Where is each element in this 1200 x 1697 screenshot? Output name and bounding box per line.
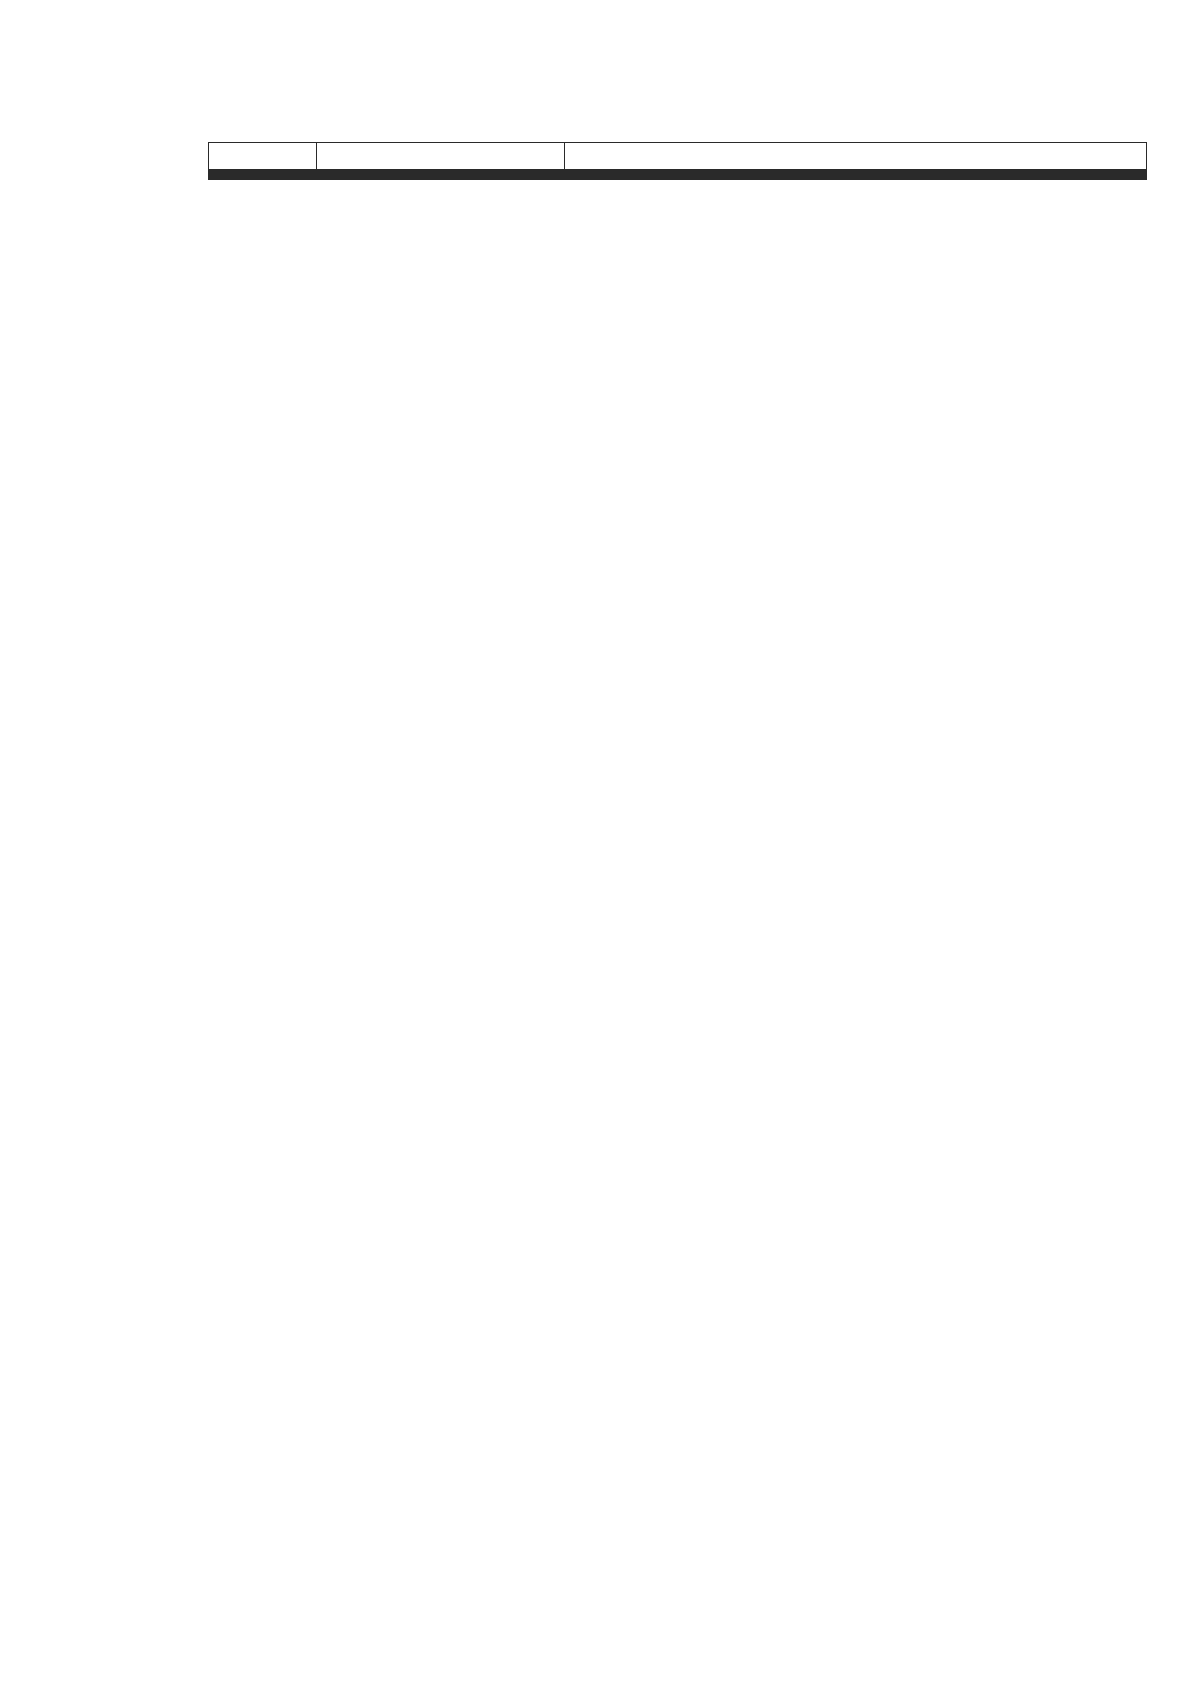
header-col-2	[317, 143, 565, 170]
row-description	[565, 179, 1147, 180]
table-header-row	[209, 143, 1147, 170]
revenue-codes-table	[208, 142, 1147, 180]
header-col-1	[209, 143, 317, 170]
row-revenue-code	[317, 179, 565, 180]
header-col-3	[565, 143, 1147, 170]
table-row	[209, 179, 1147, 180]
row-owner-code	[209, 179, 317, 180]
